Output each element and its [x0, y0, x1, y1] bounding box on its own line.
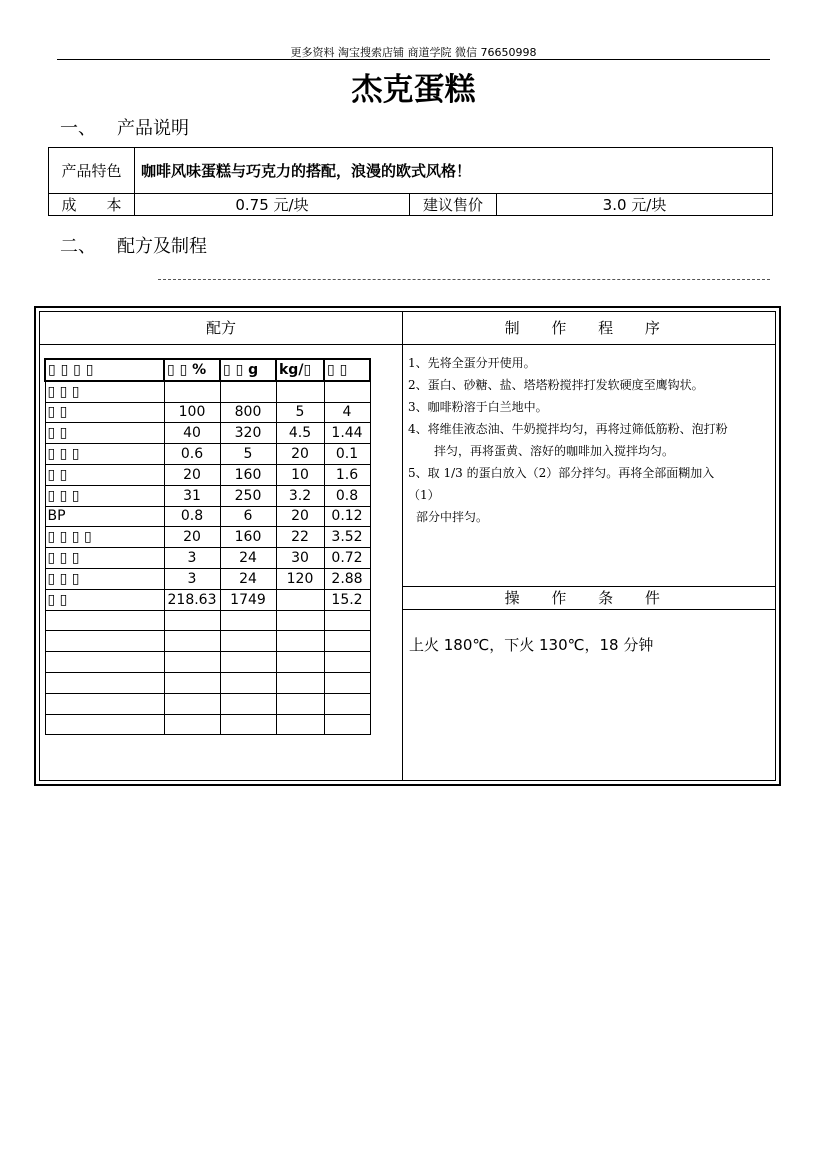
table-cell: [45, 693, 164, 714]
table-row: [45, 464, 370, 485]
dashed-divider: [158, 279, 770, 280]
table-cell: ▯ ▯ ▯: [45, 381, 164, 402]
table-row: [45, 381, 370, 402]
table-cell: ▯ ▯: [45, 402, 164, 423]
table-cell: 31: [164, 485, 220, 506]
table-row: [45, 672, 370, 693]
table-cell: [164, 693, 220, 714]
conditions-header: 操 作 条 件: [504, 589, 674, 607]
table-row: [45, 423, 370, 444]
table-cell: 4: [324, 402, 370, 423]
table-cell: ▯ ▯ ▯ ▯: [45, 527, 164, 548]
process-step: 3、咖啡粉溶于白兰地中。: [408, 400, 548, 414]
table-row: [45, 652, 370, 673]
table-row: [45, 610, 370, 631]
table-cell: ▯ ▯ ▯: [45, 548, 164, 569]
table-cell: 15.2: [324, 589, 370, 610]
table-cell: 3: [164, 548, 220, 569]
table-cell: 0.1: [324, 444, 370, 465]
table-cell: [324, 672, 370, 693]
table-cell: [45, 672, 164, 693]
table-cell: [220, 631, 276, 652]
table-cell: [220, 714, 276, 735]
table-cell: 22: [276, 527, 324, 548]
table-cell: [324, 693, 370, 714]
table-cell: [276, 381, 324, 402]
process-step: 2、蛋白、砂糖、盐、塔塔粉搅拌打发软硬度至鹰钩状。: [408, 378, 704, 392]
table-cell: ▯ ▯: [45, 423, 164, 444]
table-cell: [164, 672, 220, 693]
column-header: ▯ ▯ ▯ ▯: [45, 359, 164, 381]
table-cell: 2.88: [324, 568, 370, 589]
table-cell: ▯ ▯ ▯: [45, 568, 164, 589]
document-title: 杰克蛋糕: [351, 72, 476, 108]
table-row: [45, 506, 370, 527]
section-title: 产品说明: [117, 118, 189, 139]
formula-table: [44, 358, 371, 735]
table-cell: 100: [164, 402, 220, 423]
table-cell: [45, 714, 164, 735]
cost-value: 0.75 元/块: [135, 194, 410, 216]
table-cell: 5: [276, 402, 324, 423]
section-product-description: [60, 114, 460, 140]
table-row: [45, 693, 370, 714]
table-cell: 24: [220, 568, 276, 589]
table-cell: 40: [164, 423, 220, 444]
header-rule: [57, 59, 770, 60]
process-step: 拌匀，再将蛋黄、溶好的咖啡加入搅拌均匀。: [434, 444, 675, 458]
table-cell: [220, 610, 276, 631]
table-cell: 4.5: [276, 423, 324, 444]
table-cell: [324, 631, 370, 652]
table-cell: 1.44: [324, 423, 370, 444]
table-cell: 3.2: [276, 485, 324, 506]
table-cell: 5: [220, 444, 276, 465]
table-cell: 120: [276, 568, 324, 589]
table-cell: 250: [220, 485, 276, 506]
table-cell: [220, 381, 276, 402]
table-cell: 24: [220, 548, 276, 569]
column-header: ▯ ▯: [324, 359, 370, 381]
process-step: 5、取 1/3 的蛋白放入（2）部分拌匀。再将全部面糊加入: [408, 466, 715, 480]
section-number: 一、: [60, 118, 96, 139]
table-cell: 160: [220, 464, 276, 485]
table-cell: [164, 652, 220, 673]
section-title: 配方及制程: [117, 236, 207, 257]
column-header: ▯ ▯ %: [164, 359, 220, 381]
table-cell: 6: [220, 506, 276, 527]
table-cell: [276, 631, 324, 652]
table-row: [45, 485, 370, 506]
table-cell: [220, 652, 276, 673]
table-cell: BP: [45, 506, 164, 527]
table-cell: [324, 652, 370, 673]
table-cell: [276, 693, 324, 714]
table-cell: [164, 381, 220, 402]
section-formula-process: [60, 232, 460, 258]
table-cell: [324, 610, 370, 631]
process-step: 部分中拌匀。: [416, 510, 489, 524]
table-cell: [276, 652, 324, 673]
table-cell: [45, 652, 164, 673]
table-cell: [164, 631, 220, 652]
price-value: 3.0 元/块: [497, 194, 773, 216]
table-cell: 0.8: [164, 506, 220, 527]
process-header: 制 作 程 序: [504, 319, 674, 337]
table-cell: [276, 610, 324, 631]
section-number: 二、: [60, 236, 96, 257]
column-divider: [402, 312, 403, 780]
table-row: [45, 444, 370, 465]
table-cell: ▯ ▯: [45, 464, 164, 485]
table-row: [45, 568, 370, 589]
table-cell: [45, 631, 164, 652]
table-cell: 1.6: [324, 464, 370, 485]
process-step: （1）: [408, 488, 440, 502]
table-cell: [220, 693, 276, 714]
table-cell: 0.8: [324, 485, 370, 506]
table-row: [45, 589, 370, 610]
table-cell: [276, 589, 324, 610]
column-header: kg/▯: [276, 359, 324, 381]
table-cell: 800: [220, 402, 276, 423]
table-cell: 20: [276, 506, 324, 527]
table-cell: 160: [220, 527, 276, 548]
table-cell: 30: [276, 548, 324, 569]
table-cell: 20: [164, 464, 220, 485]
table-cell: [164, 610, 220, 631]
header-note: 更多资料 淘宝搜索店铺 商道学院 微信 76650998: [290, 46, 537, 59]
conditions-text: 上火 180℃，下火 130℃，18 分钟: [409, 636, 654, 654]
table-cell: [276, 672, 324, 693]
table-cell: 3.52: [324, 527, 370, 548]
column-header: ▯ ▯ g: [220, 359, 276, 381]
feature-text: 咖啡风味蛋糕与巧克力的搭配，浪漫的欧式风格！: [135, 148, 773, 194]
process-step: 1、先将全蛋分开使用。: [408, 356, 536, 370]
formula-process-inner: [39, 311, 776, 781]
table-cell: [276, 714, 324, 735]
header-divider: [40, 344, 775, 345]
table-row: [45, 402, 370, 423]
process-steps: [408, 352, 773, 528]
table-cell: [45, 610, 164, 631]
table-cell: 218.63: [164, 589, 220, 610]
table-cell: 0.12: [324, 506, 370, 527]
formula-process-box: [34, 306, 781, 786]
table-cell: ▯ ▯ ▯: [45, 485, 164, 506]
table-cell: ▯ ▯: [45, 589, 164, 610]
product-info-table: [48, 147, 773, 216]
table-cell: [324, 381, 370, 402]
formula-table-header: [45, 359, 370, 381]
table-cell: 3: [164, 568, 220, 589]
cost-label: 成 本: [49, 194, 135, 216]
table-cell: 20: [276, 444, 324, 465]
table-cell: 1749: [220, 589, 276, 610]
table-cell: [324, 714, 370, 735]
table-row: [45, 548, 370, 569]
feature-label: 产品特色: [49, 148, 135, 194]
formula-header: 配方: [205, 319, 236, 337]
table-cell: [164, 714, 220, 735]
conditions-divider-bottom: [402, 609, 775, 610]
table-cell: 0.6: [164, 444, 220, 465]
table-cell: 10: [276, 464, 324, 485]
table-cell: 0.72: [324, 548, 370, 569]
process-step: 4、将维佳液态油、牛奶搅拌均匀，再将过筛低筋粉、泡打粉: [408, 422, 728, 436]
table-cell: 20: [164, 527, 220, 548]
table-cell: 320: [220, 423, 276, 444]
table-row: [45, 714, 370, 735]
table-cell: ▯ ▯ ▯: [45, 444, 164, 465]
price-label: 建议售价: [410, 194, 497, 216]
table-row: [45, 631, 370, 652]
table-cell: [220, 672, 276, 693]
table-row: [45, 527, 370, 548]
